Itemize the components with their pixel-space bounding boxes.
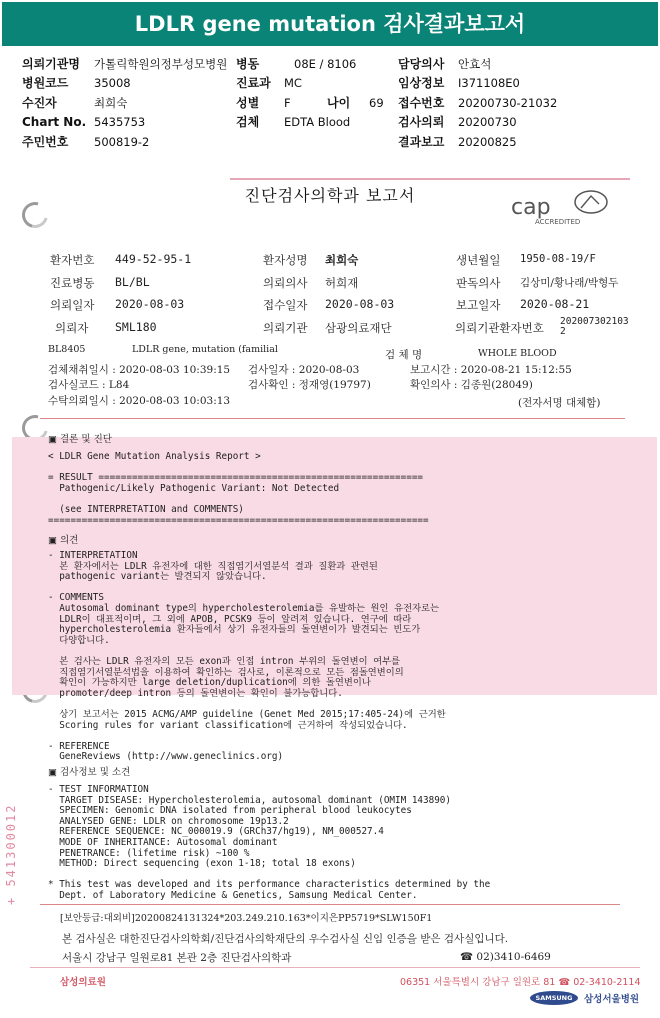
info-value: 안효석: [458, 57, 492, 71]
patient-label: 보고일자: [456, 298, 501, 312]
patient-value: 삼광의료재단: [325, 321, 392, 335]
info-row: [22, 113, 642, 132]
opinion-body: - INTERPRETATION 본 환자에서는 LDLR 유전자에 대한 직접염기서열분석 결과 질환과 관련된 pathogenic variant는 발견되지 않았습니다. - COMMENTS Autosomal dominant type의 hypercholesterolemia를 유발하는 원인 유전자로는 LDLR이 대표적이며, 그 외에 APOB, PCSK9 등이 알려져 있습니다. 연구에 따라 hypercholesterolemia 환자들에서 상기 유전자들의 돌연변이가 발견되는 빈도가 다양합니다. 본 검사는 LDLR 유전자의 모든 exon과 인접 intron 부위의 돌연변이 여부를 직접염기서열분석법을 이용하여 확인하는 검사로, 이론적으로 모든 점돌연변이의 확인이 가능하지만 large deletion/duplication에 의한 돌연변이나 promoter/deep intron 등의 돌연변이는 확인이 불가능합니다. 상기 보고서는 2015 ACMG/AMP guideline (Genet Med 2015;17:405-24)에 근거한 Scoring rules for variant classification에 근거하여 작성되었습니다. - REFERENCE GeneReviews (http://www.geneclinics.org): [48, 550, 446, 763]
info-value: 5435753: [94, 115, 146, 130]
patient-value: 1950-08-19/F: [520, 253, 596, 265]
test-info-body: - TEST INFORMATION TARGET DISEASE: Hypercholesterolemia, autosomal dominant (OMIM 143890) SPECIMEN: Genomic DNA isolated from peripheral blood leukocytes ANALYSED GENE: LDLR on chromosome 19p13.2 REFERENCE SEQUENCE: NC_000019.9 (GRCh37/hg19), NM_000527.4 MODE OF INHERITANCE: Autosomal dominant PENETRANCE: (lifetime risk) ~100 % METHOD: Direct sequencing (exon 1-18; total 18 exons) * This test was developed and its performance characteristics determined by the Dept. of Laboratory Medicine & Genetics, Samsung Medical Center.: [48, 784, 491, 901]
patient-label: 진료병동: [50, 276, 95, 290]
info-row: [22, 133, 642, 152]
info-value: 가톨릭학원의정부성모병원: [94, 57, 228, 71]
timing-cell: 확인의사 : 김종원(28049): [410, 379, 533, 391]
info-value: I371108E0: [458, 76, 520, 91]
lab-phone: ☎ 02)3410-6469: [460, 951, 551, 963]
info-label: 접수번호: [398, 95, 445, 110]
section-heading-test-info: ▣ 검사정보 및 소견: [48, 767, 131, 778]
patient-value: 김상미/황나래/박형두: [520, 277, 619, 289]
hospital-name: 삼성서울병원: [584, 994, 640, 1005]
info-value: 20200825: [458, 134, 517, 149]
specimen-value: WHOLE BLOOD: [478, 348, 557, 359]
section-heading-opinion: ▣ 의견: [48, 535, 79, 546]
signature-note: (전자서명 대체함): [518, 397, 601, 409]
info-label: 담당의사: [398, 57, 445, 71]
report-banner-title: LDLR gene mutation 검사결과보고서: [2, 2, 658, 46]
patient-label: 생년월일: [456, 253, 501, 267]
cap-accredited-text: ACCREDITED: [535, 218, 581, 226]
info-value: EDTA Blood: [284, 115, 351, 130]
patient-value: 449-52-95-1: [115, 252, 192, 266]
info-row: [22, 55, 642, 74]
header-info: [22, 55, 642, 152]
patient-label: 의뢰자: [55, 321, 89, 335]
timing-cell: 수탁의뢰일시 : 2020-08-03 10:03:13: [48, 395, 231, 407]
info-value: 69: [369, 95, 384, 110]
timing-cell: 보고시간 : 2020-08-21 15:12:55: [410, 364, 572, 376]
samsung-logo: SAMSUNG: [530, 991, 578, 1005]
patient-value: 최희숙: [325, 253, 359, 267]
test-name: LDLR gene, mutation (familial: [132, 344, 278, 355]
patient-value: 202007302103 2: [560, 316, 629, 337]
section-heading-results: ▣ 결론 및 진단: [48, 434, 112, 445]
patient-label: 의뢰기관환자번호: [455, 321, 544, 335]
patient-label: 의뢰기관: [263, 321, 308, 335]
timing-cell: 검사실코드 : L84: [48, 379, 130, 391]
certification-line: 본 검사실은 대한진단검사의학회/진단검사의학재단의 우수검사실 신임 인증을 받은 검사실입니다.: [62, 933, 509, 945]
info-label: 의뢰기관명: [22, 57, 80, 71]
side-sequence-number: + 541300012: [4, 803, 18, 905]
patient-value: 2020-08-03: [115, 297, 185, 311]
info-value: 08E / 8106: [294, 57, 357, 71]
info-value: 500819-2: [94, 134, 150, 149]
timing-cell: 검사확인 : 정재영(19797): [248, 379, 371, 391]
test-code: BL8405: [48, 344, 86, 355]
lab-address: 서울시 강남구 일원로81 본관 2층 진단검사의학과: [62, 952, 292, 964]
cap-logo-text: cap: [511, 195, 551, 220]
info-label: 성별: [236, 95, 260, 110]
cap-accredited-logo: [505, 190, 617, 226]
info-label: 검체: [236, 115, 260, 130]
info-value: 20200730: [458, 115, 517, 130]
patient-value: 2020-08-21: [520, 297, 590, 311]
patient-value: 허희재: [325, 276, 359, 290]
info-label: 진료과: [236, 76, 271, 91]
info-label: 나이: [327, 95, 351, 110]
results-body: < LDLR Gene Mutation Analysis Report > = RESULT ========================================================== Pathogenic/Likely Pathogenic Variant: Not Detected (see INTERPRETATION and COMMENTS) ====================================================================: [48, 451, 429, 526]
info-row: [22, 94, 642, 113]
info-row: [22, 74, 642, 93]
info-label: 병원코드: [22, 76, 69, 91]
bottom-divider: [30, 967, 640, 968]
info-label: 임상정보: [398, 76, 445, 91]
info-label: 수진자: [22, 95, 57, 110]
patient-label: 판독의사: [456, 276, 501, 290]
info-value: F: [284, 95, 291, 110]
info-value: 최희숙: [94, 95, 128, 110]
specimen-label: 검 체 명: [385, 349, 423, 361]
patient-value: BL/BL: [115, 275, 150, 289]
timing-cell: 검사일자 : 2020-08-03: [248, 364, 360, 376]
info-label: 결과보고: [398, 134, 445, 149]
timing-cell: 검체채취일시 : 2020-08-03 10:39:15: [48, 364, 231, 376]
patient-label: 의뢰일자: [50, 298, 95, 312]
info-label: 주민번호: [22, 134, 69, 149]
print-security-line: [보안등급:대외비]20200824131324*203.249.210.163*이지은PP5719*SLW150F1: [60, 913, 433, 924]
info-label: 검사의뢰: [398, 115, 445, 130]
footer-hospital-left: 삼성의료원: [60, 977, 106, 988]
info-value: MC: [284, 76, 302, 91]
report-title: 진단검사의학과 보고서: [244, 186, 416, 205]
patient-label: 환자번호: [50, 253, 95, 267]
info-label: Chart No.: [22, 115, 87, 130]
patient-value: SML180: [115, 320, 157, 334]
patient-label: 접수일자: [263, 298, 308, 312]
footer-address-right: 06351 서울특별시 강남구 일원로 81 ☎ 02-3410-2114: [400, 977, 641, 988]
info-value: 20200730-21032: [458, 95, 558, 110]
section-divider: [40, 418, 625, 419]
info-label: 병동: [236, 57, 260, 71]
top-divider: [230, 178, 630, 180]
patient-label: 의뢰의사: [263, 276, 308, 290]
footer-divider: [40, 904, 620, 905]
info-value: 35008: [94, 76, 131, 91]
patient-value: 2020-08-03: [325, 297, 395, 311]
patient-label: 환자성명: [263, 253, 308, 267]
